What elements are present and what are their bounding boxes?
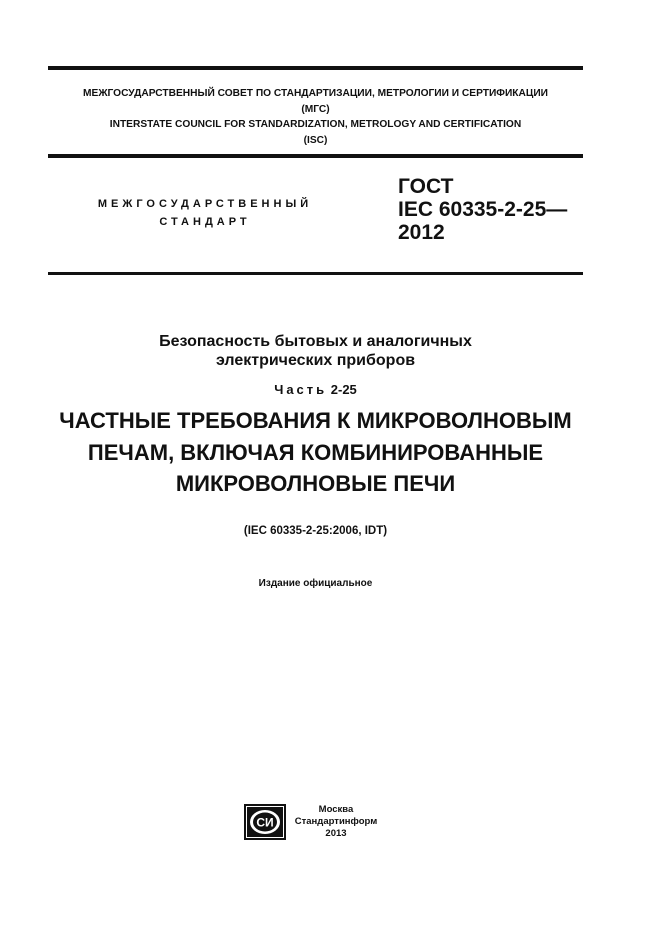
council-block <box>48 86 583 148</box>
publisher-block <box>290 804 382 840</box>
gost-number: IEC 60335-2-25— <box>398 198 568 221</box>
gost-label: ГОСТ <box>398 175 454 198</box>
standartinform-logo-icon <box>244 804 286 840</box>
iec-reference: (IEC 60335-2-25:2006, IDT) <box>243 525 388 537</box>
council-ru-abbr: (МГС) <box>301 103 330 115</box>
standard-type-line2: СТАНДАРТ <box>159 216 251 228</box>
edition-note: Издание официальное <box>258 578 373 589</box>
part-number: 2-25 <box>330 382 357 397</box>
subtitle <box>48 332 583 370</box>
subtitle-line2: электрических приборов <box>215 352 416 369</box>
designation-rule <box>48 272 583 275</box>
top-rule <box>48 66 583 70</box>
council-en-name: INTERSTATE COUNCIL FOR STANDARDIZATION, METROLOGY AND CERTIFICATION <box>109 119 522 131</box>
publisher-city: Москва <box>318 804 354 815</box>
gost-year: 2012 <box>398 221 445 244</box>
council-rule <box>48 154 583 158</box>
council-ru-name: МЕЖГОСУДАРСТВЕННЫЙ СОВЕТ ПО СТАНДАРТИЗАЦИИ, МЕТРОЛОГИИ И СЕРТИФИКАЦИИ <box>83 88 548 99</box>
publisher-name: Стандартинформ <box>294 816 378 827</box>
main-title-line3: МИКРОВОЛНОВЫЕ ПЕЧИ <box>175 471 456 496</box>
main-title <box>30 405 601 500</box>
subtitle-line1: Безопасность бытовых и аналогичных <box>159 333 472 350</box>
standard-type-line1: МЕЖГОСУДАРСТВЕННЫЙ <box>97 198 313 210</box>
part-label <box>48 382 583 397</box>
logo-letters: СИ <box>256 815 274 830</box>
main-title-line2: ПЕЧАМ, ВКЛЮЧАЯ КОМБИНИРОВАННЫЕ <box>87 439 544 465</box>
council-en-abbr: (ISC) <box>303 134 328 146</box>
part-word: Часть <box>274 382 328 397</box>
standard-type <box>60 195 350 231</box>
publisher-year: 2013 <box>325 828 347 839</box>
gost-designation <box>398 175 598 244</box>
main-title-line1: ЧАСТНЫЕ ТРЕБОВАНИЯ К МИКРОВОЛНОВЫМ <box>59 408 572 433</box>
